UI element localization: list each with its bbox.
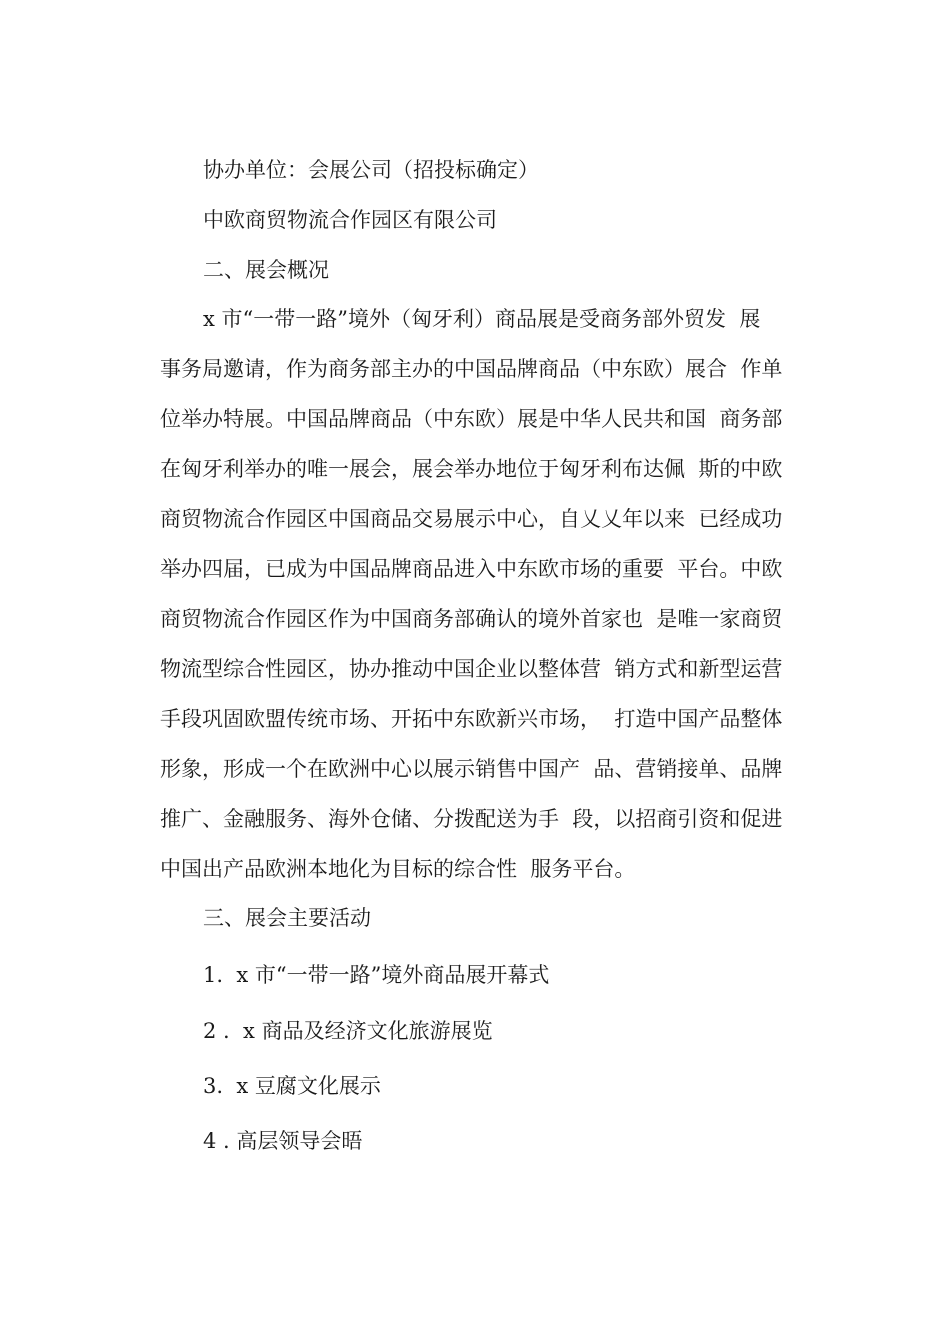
paragraph-line: 商贸物流合作园区作为中国商务部确认的境外首家也 是唯一家商贸 [160, 607, 783, 631]
paragraph-line: 推广、金融服务、海外仓储、分拨配送为手 段，以招商引资和促进 [160, 807, 783, 831]
park-company-line: 中欧商贸物流合作园区有限公司 [203, 208, 497, 232]
exhibition-overview-paragraph [160, 305, 800, 905]
paragraph-line: 商贸物流合作园区中国商品交易展示中心，自乂乂年以来 已经成功 [160, 507, 783, 531]
activity-item-4: 4 . 高层领导会晤 [203, 1129, 363, 1153]
section-two-heading: 二、展会概况 [203, 258, 329, 282]
paragraph-line: x 市“一带一路”境外（匈牙利）商品展是受商务部外贸发 展 [203, 307, 761, 331]
co-organizer-line: 协办单位：会展公司（招投标确定） [203, 158, 539, 182]
activity-item-1: 1. x 市“一带一路”境外商品展开幕式 [203, 963, 550, 987]
paragraph-line: 手段巩固欧盟传统市场、开拓中东欧新兴市场， 打造中国产品整体 [160, 707, 783, 731]
paragraph-line: 位举办特展。中国品牌商品（中东欧）展是中华人民共和国 商务部 [160, 407, 783, 431]
paragraph-line: 在匈牙利举办的唯一展会，展会举办地位于匈牙利布达佩 斯的中欧 [160, 457, 783, 481]
paragraph-line: 中国出产品欧洲本地化为目标的综合性 服务平台。 [160, 857, 636, 881]
activity-item-2: 2 . x 商品及经济文化旅游展览 [203, 1019, 493, 1043]
paragraph-line: 举办四届，已成为中国品牌商品进入中东欧市场的重要 平台。中欧 [160, 557, 783, 581]
activity-item-3: 3. x 豆腐文化展示 [203, 1074, 381, 1098]
paragraph-line: 物流型综合性园区，协办推动中国企业以整体营 销方式和新型运营 [160, 657, 783, 681]
paragraph-line: 事务局邀请，作为商务部主办的中国品牌商品（中东欧）展合 作单 [160, 357, 783, 381]
section-three-heading: 三、展会主要活动 [203, 906, 371, 930]
paragraph-line: 形象，形成一个在欧洲中心以展示销售中国产 品、营销接单、品牌 [160, 757, 783, 781]
